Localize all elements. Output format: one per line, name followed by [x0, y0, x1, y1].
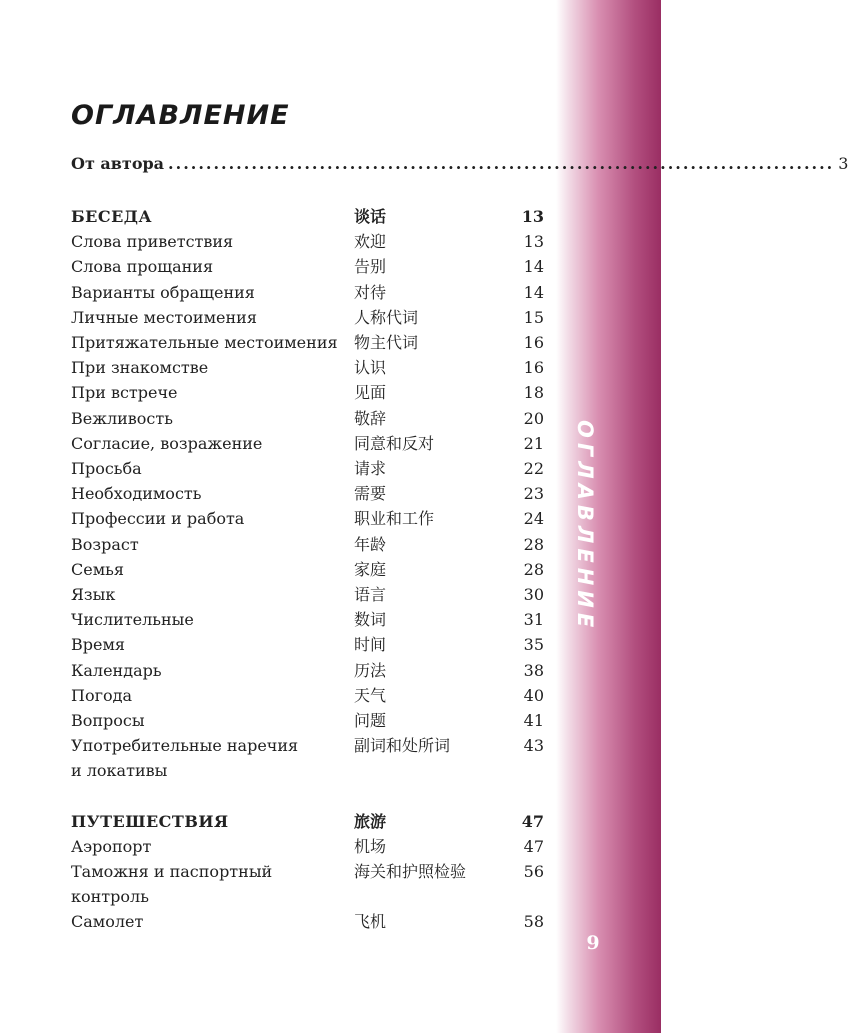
toc-section-travel[interactable]: [71, 809, 544, 834]
entry-page-number: 58: [523, 912, 544, 932]
entry-russian: Согласие, возражение: [71, 433, 263, 453]
entry-page-number: 43: [523, 736, 544, 756]
entry-chinese: 同意和反对: [354, 433, 435, 453]
entry-chinese: 飞机: [354, 912, 387, 932]
entry-russian: Притяжательные местоимения: [71, 333, 338, 353]
entry-page-number: 21: [523, 433, 544, 453]
entry-russian: Слова приветствия: [71, 232, 234, 252]
entry-russian: Календарь: [71, 660, 162, 680]
entry-russian: Числительные: [71, 610, 194, 630]
entry-page-number: 30: [523, 585, 544, 605]
entry-chinese: 欢迎: [354, 232, 387, 252]
toc-entry[interactable]: [71, 683, 544, 708]
entry-page-number: 56: [523, 862, 544, 882]
toc-entry[interactable]: [71, 254, 544, 279]
entry-chinese: 历法: [354, 660, 387, 680]
entry-russian: При встрече: [71, 383, 178, 403]
toc-entry[interactable]: [71, 431, 544, 456]
entry-russian: Аэропорт: [71, 836, 152, 856]
foreword-label: От автора: [71, 154, 165, 173]
toc-entry[interactable]: [71, 506, 544, 531]
entry-page-number: 15: [523, 307, 544, 327]
toc-entry[interactable]: [71, 708, 544, 733]
toc-entry[interactable]: [71, 456, 544, 481]
entry-page-number: 16: [523, 333, 544, 353]
entry-russian: Вопросы: [71, 711, 145, 731]
entry-russian: Возраст: [71, 534, 139, 554]
entry-chinese: 人称代词: [354, 307, 419, 327]
toc-entry-continuation: [71, 884, 544, 909]
toc-entry[interactable]: [71, 607, 544, 632]
entry-russian: Просьба: [71, 459, 142, 479]
entry-russian: Профессии и работа: [71, 509, 245, 529]
entry-chinese: 需要: [354, 484, 387, 504]
entry-chinese: 敬辞: [354, 408, 387, 428]
section-title-chinese: 谈话: [354, 207, 387, 226]
section-page-number: 47: [521, 811, 544, 831]
entry-russian: контроль: [71, 887, 149, 907]
entry-page-number: 28: [523, 559, 544, 579]
entry-russian: Личные местоимения: [71, 307, 257, 327]
section-page-number: 13: [521, 207, 544, 226]
entry-russian: Таможня и паспортный: [71, 862, 273, 882]
entry-chinese: 年龄: [354, 534, 387, 554]
entry-russian: Погода: [71, 685, 132, 705]
entry-russian: Вежливость: [71, 408, 173, 428]
entry-page-number: 31: [523, 610, 544, 630]
entry-page-number: [504, 884, 544, 909]
entry-chinese: 语言: [354, 585, 387, 605]
entry-chinese: [354, 884, 504, 909]
entry-chinese: 问题: [354, 711, 387, 731]
entry-page-number: 47: [523, 836, 544, 856]
entry-page-number: 41: [523, 711, 544, 731]
entry-page-number: 23: [523, 484, 544, 504]
section-title: БЕСЕДА: [71, 207, 153, 226]
entry-page-number: 35: [523, 635, 544, 655]
entry-chinese: 海关和护照检验: [354, 862, 467, 882]
entry-chinese: 天气: [354, 685, 387, 705]
foreword-page-number: 3: [838, 154, 848, 173]
toc-entry[interactable]: [71, 406, 544, 431]
entry-russian: Употребительные наречия: [71, 736, 299, 756]
table-of-contents: [71, 204, 544, 935]
toc-entry[interactable]: [71, 280, 544, 305]
entry-chinese: 物主代词: [354, 333, 419, 353]
entry-chinese: 机场: [354, 836, 387, 856]
entry-russian: Самолет: [71, 912, 144, 932]
toc-entry[interactable]: [71, 380, 544, 405]
toc-entry[interactable]: [71, 229, 544, 254]
toc-entry[interactable]: [71, 834, 544, 859]
entry-chinese: 职业和工作: [354, 509, 435, 529]
toc-entry[interactable]: [71, 305, 544, 330]
entry-chinese: 副词和处所词: [354, 736, 451, 756]
entry-russian: и локативы: [71, 761, 168, 781]
entry-page-number: 28: [523, 534, 544, 554]
toc-entry[interactable]: [71, 532, 544, 557]
toc-entry[interactable]: [71, 481, 544, 506]
entry-russian: Семья: [71, 559, 124, 579]
entry-russian: При знакомстве: [71, 358, 209, 378]
entry-russian: Слова прощания: [71, 257, 214, 277]
entry-page-number: 20: [523, 408, 544, 428]
toc-entry[interactable]: [71, 733, 544, 758]
toc-entry[interactable]: [71, 557, 544, 582]
toc-entry[interactable]: [71, 658, 544, 683]
entry-russian: Время: [71, 635, 126, 655]
toc-entry-continuation: [71, 758, 544, 783]
page-title: ОГЛАВЛЕНИЕ: [71, 100, 290, 131]
entry-page-number: 18: [523, 383, 544, 403]
entry-chinese: 见面: [354, 383, 387, 403]
entry-page-number: 22: [523, 459, 544, 479]
entry-chinese: 认识: [354, 358, 387, 378]
entry-page-number: 14: [523, 282, 544, 302]
toc-entry[interactable]: [71, 632, 544, 657]
toc-entry[interactable]: [71, 355, 544, 380]
page-number: 9: [586, 932, 600, 954]
entry-chinese: 请求: [354, 459, 387, 479]
toc-foreword-entry[interactable]: [71, 154, 848, 178]
entry-chinese: 时间: [354, 635, 387, 655]
leader-dots: ........................................................................................: [168, 154, 835, 173]
side-running-title: ОГЛАВЛЕНИЕ: [573, 420, 597, 633]
section-spacer: [71, 784, 544, 809]
entry-chinese: 家庭: [354, 559, 387, 579]
entry-page-number: 13: [523, 232, 544, 252]
entry-russian: Варианты обращения: [71, 282, 255, 302]
toc-entry[interactable]: [71, 859, 544, 884]
toc-section-conversation[interactable]: [71, 204, 544, 229]
entry-chinese: 对待: [354, 282, 387, 302]
entry-chinese: 数词: [354, 610, 387, 630]
entry-page-number: 14: [523, 257, 544, 277]
toc-entry[interactable]: [71, 330, 544, 355]
entry-russian: Необходимость: [71, 484, 202, 504]
entry-page-number: [504, 758, 544, 783]
section-title: ПУТЕШЕСТВИЯ: [71, 811, 229, 831]
entry-page-number: 38: [523, 660, 544, 680]
toc-entry[interactable]: [71, 582, 544, 607]
entry-chinese: 告别: [354, 257, 387, 277]
entry-chinese: [354, 758, 504, 783]
entry-page-number: 24: [523, 509, 544, 529]
entry-page-number: 16: [523, 358, 544, 378]
entry-page-number: 40: [523, 685, 544, 705]
section-title-chinese: 旅游: [354, 811, 387, 831]
entry-russian: Язык: [71, 585, 116, 605]
toc-entry[interactable]: [71, 909, 544, 934]
